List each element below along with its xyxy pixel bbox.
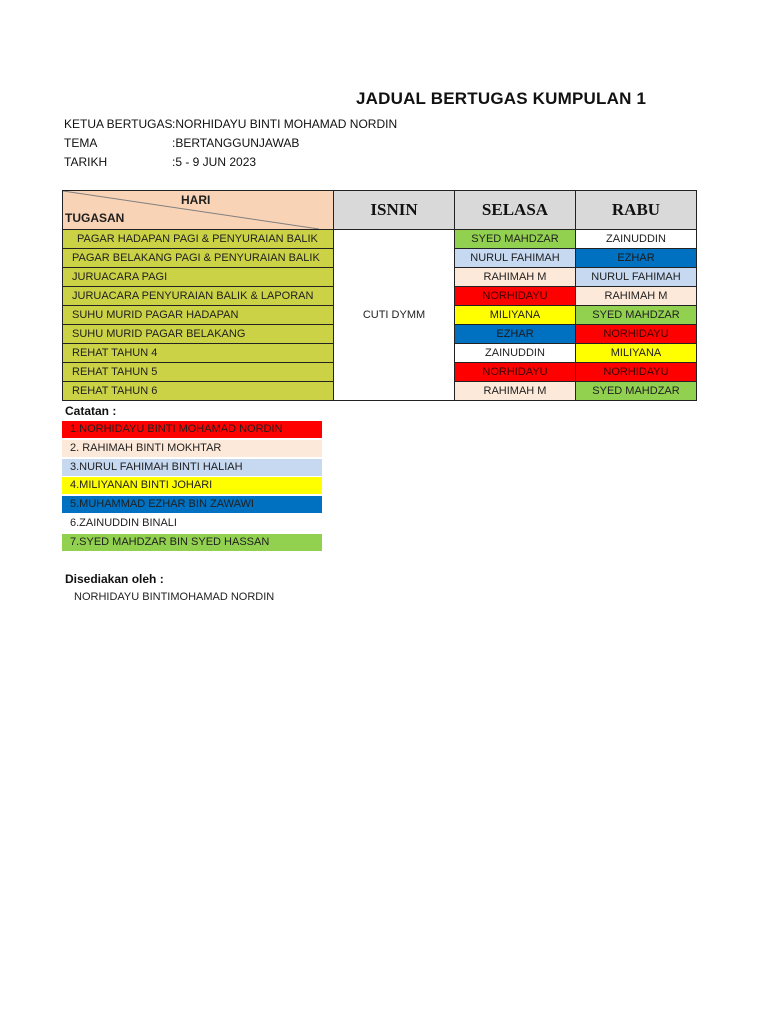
meta-value-tema: :BERTANGGUNJAWAB	[172, 136, 300, 150]
legend-item: 4.MILIYANAN BINTI JOHARI	[62, 477, 322, 494]
task-cell: JURUACARA PENYURAIAN BALIK & LAPORAN	[63, 287, 334, 306]
selasa-duty-cell: NORHIDAYU	[455, 363, 576, 382]
rabu-duty-cell: ZAINUDDIN	[576, 230, 697, 249]
table-row	[63, 230, 697, 249]
meta-value-ketua: :NORHIDAYU BINTI MOHAMAD NORDIN	[172, 117, 398, 131]
corner-header-cell	[63, 191, 334, 230]
legend-item: 6.ZAINUDDIN BINALI	[62, 515, 322, 532]
task-cell: REHAT TAHUN 4	[63, 344, 334, 363]
legend-item: 7.SYED MAHDZAR BIN SYED HASSAN	[62, 534, 322, 551]
task-cell: SUHU MURID PAGAR HADAPAN	[63, 306, 334, 325]
selasa-duty-cell: NURUL FAHIMAH	[455, 249, 576, 268]
meta-label-ketua: KETUA BERTUGAS	[64, 117, 173, 131]
legend-item: 5.MUHAMMAD EZHAR BIN ZAWAWI	[62, 496, 322, 513]
rabu-duty-cell: MILIYANA	[576, 344, 697, 363]
page-title: JADUAL BERTUGAS KUMPULAN 1	[356, 89, 647, 108]
selasa-duty-cell: RAHIMAH M	[455, 268, 576, 287]
selasa-duty-cell: SYED MAHDZAR	[455, 230, 576, 249]
day-header-isnin: ISNIN	[334, 191, 455, 230]
legend-item: 1.NORHIDAYU BINTI MOHAMAD NORDIN	[62, 421, 322, 438]
task-cell: REHAT TAHUN 6	[63, 382, 334, 401]
task-cell: PAGAR HADAPAN PAGI & PENYURAIAN BALIK	[63, 230, 334, 249]
table-header-row	[63, 191, 697, 230]
meta-label-tarikh: TARIKH	[64, 155, 108, 169]
rabu-duty-cell: RAHIMAH M	[576, 287, 697, 306]
selasa-duty-cell: MILIYANA	[455, 306, 576, 325]
duty-schedule-table	[62, 190, 697, 401]
legend-item: 3.NURUL FAHIMAH BINTI HALIAH	[62, 459, 322, 476]
rabu-duty-cell: EZHAR	[576, 249, 697, 268]
task-cell: REHAT TAHUN 5	[63, 363, 334, 382]
rabu-duty-cell: NORHIDAYU	[576, 325, 697, 344]
notes-title: Catatan :	[65, 404, 117, 418]
prepared-by-label: Disediakan oleh :	[65, 572, 164, 586]
corner-label-hari: HARI	[181, 193, 211, 207]
day-header-selasa: SELASA	[455, 191, 576, 230]
meta-value-tarikh: :5 - 9 JUN 2023	[172, 155, 257, 169]
legend-item: 2. RAHIMAH BINTI MOKHTAR	[62, 440, 322, 457]
selasa-duty-cell: EZHAR	[455, 325, 576, 344]
isnin-holiday-cell: CUTI DYMM	[334, 230, 455, 401]
task-cell: SUHU MURID PAGAR BELAKANG	[63, 325, 334, 344]
selasa-duty-cell: ZAINUDDIN	[455, 344, 576, 363]
rabu-duty-cell: NORHIDAYU	[576, 363, 697, 382]
corner-label-tugasan: TUGASAN	[65, 211, 125, 225]
day-header-rabu: RABU	[576, 191, 697, 230]
selasa-duty-cell: RAHIMAH M	[455, 382, 576, 401]
task-cell: PAGAR BELAKANG PAGI & PENYURAIAN BALIK	[63, 249, 334, 268]
prepared-by-name: NORHIDAYU BINTIMOHAMAD NORDIN	[74, 591, 275, 603]
task-cell: JURUACARA PAGI	[63, 268, 334, 287]
rabu-duty-cell: NURUL FAHIMAH	[576, 268, 697, 287]
rabu-duty-cell: SYED MAHDZAR	[576, 382, 697, 401]
rabu-duty-cell: SYED MAHDZAR	[576, 306, 697, 325]
meta-label-tema: TEMA	[64, 136, 98, 150]
selasa-duty-cell: NORHIDAYU	[455, 287, 576, 306]
